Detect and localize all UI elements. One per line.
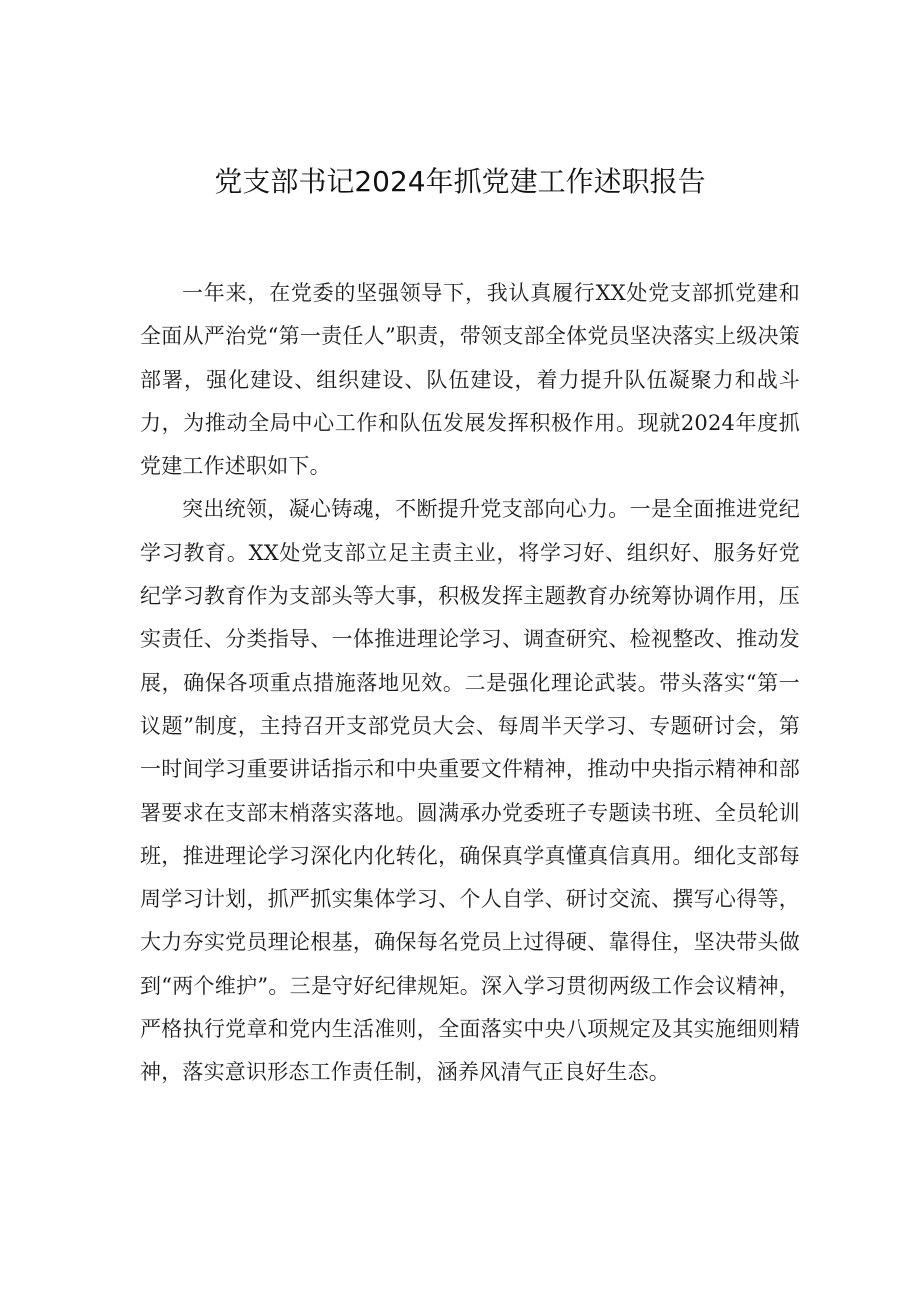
document-title: 党支部书记2024年抓党建工作述职报告 bbox=[214, 165, 706, 198]
document-body bbox=[140, 272, 800, 1095]
paragraph-intro: 一年来，在党委的坚强领导下，我认真履行XX处党支部抓党建和全面从严治党“第一责任人”职责，带领支部全体党员坚决落实上级决策部署，强化建设、组织建设、队伍建设，着力提升队伍凝聚力和战斗力，为推动全局中心工作和队伍发展发挥积极作用。现就2024年度抓党建工作述职如下。 bbox=[140, 281, 800, 479]
paragraph-section-1: 突出统领，凝心铸魂，不断提升党支部向心力。一是全面推进党纪学习教育。XX处党支部立足主责主业，将学习好、组织好、服务好党纪学习教育作为支部头等大事，积极发挥主题教育办统筹协调作用，压实责任、分类指导、一体推进理论学习、调查研究、检视整改、推动发展，确保各项重点措施落地见效。二是强化理论武装。带头落实“第一议题”制度，主持召开支部党员大会、每周半天学习、专题研讨会，第一时间学习重要讲话指示和中央重要文件精神，推动中央指示精神和部署要求在支部末梢落实落地。圆满承办党委班子专题读书班、全员轮训班，推进理论学习深化内化转化，确保真学真懂真信真用。细化支部每周学习计划，抓严抓实集体学习、个人自学、研讨交流、撰写心得等，大力夯实党员理论根基，确保每名党员上过得硬、靠得住，坚决带头做到“两个维护”。三是守好纪律规矩。深入学习贯彻两级工作会议精神，严格执行党章和党内生活准则，全面落实中央八项规定及其实施细则精神，落实意识形态工作责任制，涵养风清气正良好生态。 bbox=[140, 497, 800, 1085]
